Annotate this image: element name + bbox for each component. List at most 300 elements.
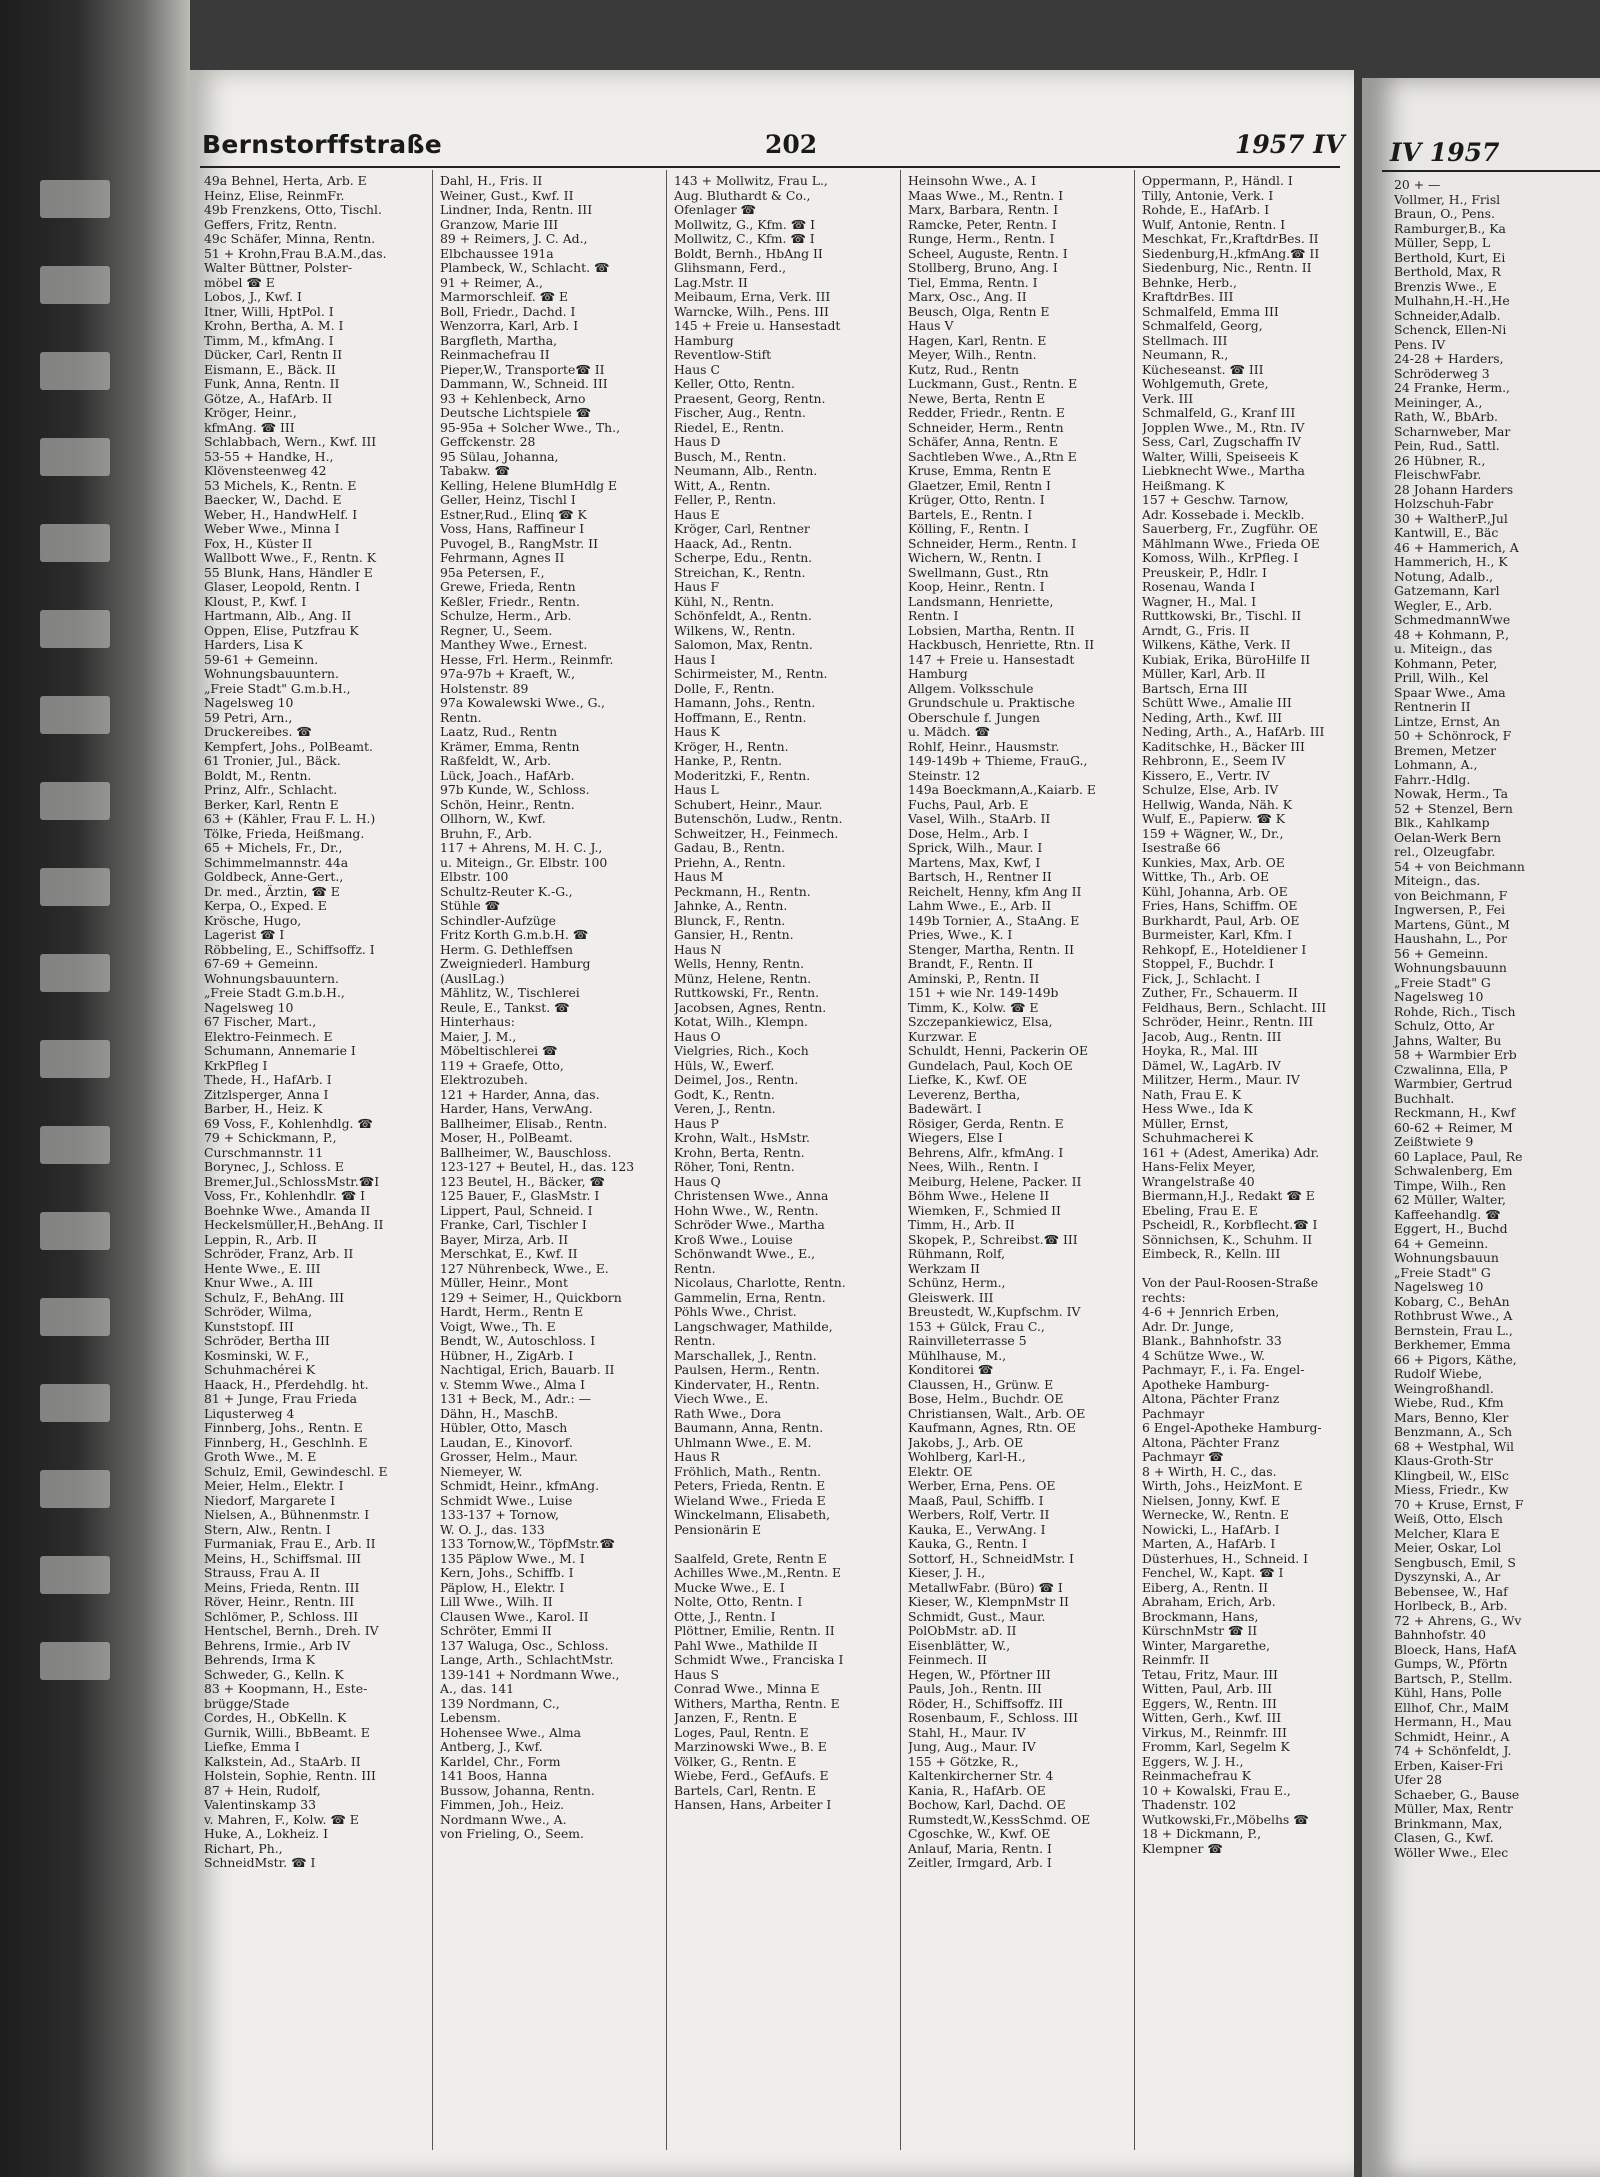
directory-entry-line: Thede, H., HafArb. I <box>204 1072 332 1087</box>
directory-entry-line: Ofenlager ☎ <box>674 202 756 217</box>
directory-column-3 <box>674 174 896 2154</box>
right-page <box>1362 78 1600 2177</box>
directory-entry-line: Deutsche Lichtspiele ☎ <box>440 405 592 420</box>
directory-entry-line: Pensionärin E <box>674 1521 762 1537</box>
directory-entry-line: Christiansen, Walt., Arb. OE <box>908 1405 1086 1421</box>
directory-entry-line: Stenger, Martha, Rentn. II <box>908 941 1074 957</box>
right-header-rule <box>1382 170 1600 172</box>
directory-entry-line: Tabakw. ☎ <box>440 463 510 478</box>
directory-entry-line: Nordmann Wwe., A. <box>440 1811 567 1827</box>
directory-entry-line: Braun, O., Pens. <box>1394 206 1495 221</box>
directory-entry-line: Ufer 28 <box>1394 1772 1442 1787</box>
directory-entry-line: Sönnichsen, K., Schuhm. II <box>1142 1231 1313 1247</box>
directory-entry-line: Wöller Wwe., Elec <box>1394 1844 1509 1860</box>
directory-entry-line: Ramcke, Peter, Rentn. I <box>908 216 1057 232</box>
directory-entry-line: Fahrr.-Hdlg. <box>1394 771 1471 787</box>
directory-entry-line: 87 + Hein, Rudolf, <box>204 1782 321 1798</box>
directory-entry-line: Kühl, Hans, Polle <box>1394 1685 1502 1700</box>
directory-entry-line: Curschmannstr. 11 <box>204 1144 324 1160</box>
directory-entry-line: Witten, Gerh., Kwf. III <box>1142 1710 1282 1725</box>
directory-entry-line: 97a-97b + Kraeft, W., <box>440 666 576 681</box>
directory-entry-line: Kaffeehandlg. ☎ <box>1394 1206 1501 1222</box>
directory-entry-line: Bayer, Mirza, Arb. II <box>440 1231 569 1247</box>
directory-entry-line: Elektr. OE <box>908 1463 973 1479</box>
directory-entry-line: Boehnke Wwe., Amanda II <box>204 1202 371 1218</box>
directory-entry-line: Kobarg, C., BehAn <box>1394 1293 1510 1309</box>
directory-entry-line: Schweder, G., Kelln. K <box>204 1666 344 1682</box>
directory-entry-line: Boldt, M., Rentn. <box>204 767 312 783</box>
directory-entry-line: Maaß, Paul, Schiffb. I <box>908 1492 1044 1508</box>
directory-entry-line: Schulz, F., BehAng. III <box>204 1289 345 1305</box>
directory-column-1 <box>204 174 429 2154</box>
directory-entry-line: Schenck, Ellen-Ni <box>1394 322 1507 337</box>
directory-entry-line: Schirmeister, M., Rentn. <box>674 666 828 681</box>
directory-entry-line: Behrends, Irma K <box>204 1652 315 1667</box>
directory-entry-line: Schmidt, Heinr., A <box>1394 1728 1510 1744</box>
directory-entry-line: Hoffmann, E., Rentn. <box>674 709 807 725</box>
directory-entry-line: Liefke, Emma I <box>204 1739 300 1754</box>
directory-entry-line: Kern, Johs., Schiffb. I <box>440 1565 574 1580</box>
directory-entry-line: 50 + Schönrock, F <box>1394 728 1512 743</box>
directory-entry-line: Schön, Heinr., Rentn. <box>440 796 575 812</box>
directory-entry-line: Kaditschke, H., Bäcker III <box>1142 738 1305 754</box>
directory-entry-line: Eisenblätter, W., <box>908 1637 1011 1653</box>
directory-entry-line: Behrens, Irmie., Arb IV <box>204 1637 351 1653</box>
directory-entry-line: A., das. 141 <box>440 1681 514 1696</box>
directory-entry-line: Wiemken, F., Schmied II <box>908 1202 1061 1218</box>
directory-entry-line: v. Mahren, F., Kolw. ☎ E <box>204 1811 359 1827</box>
directory-entry-line: Altona, Pächter Franz <box>1142 1434 1280 1450</box>
directory-entry-line: 135 Päplow Wwe., M. I <box>440 1550 585 1566</box>
directory-entry-line: Conrad Wwe., Minna E <box>674 1681 820 1696</box>
directory-entry-line: 121 + Harder, Anna, das. <box>440 1086 600 1102</box>
directory-entry-line: Weiner, Gust., Kwf. II <box>440 187 574 203</box>
directory-entry-line: Baecker, W., Dachd. E <box>204 492 342 507</box>
directory-entry-line: Meibaum, Erna, Verk. III <box>674 289 831 304</box>
directory-entry-line: Lebensm. <box>440 1710 501 1725</box>
directory-entry-line: Hamburg <box>674 332 734 348</box>
directory-entry-line: rel., Olzeugfabr. <box>1394 844 1496 859</box>
directory-entry-line: Haus D <box>674 434 721 449</box>
directory-entry-line: Meyer, Wilh., Rentn. <box>908 347 1037 362</box>
directory-entry-line: Walter Büttner, Polster- <box>204 260 353 275</box>
directory-entry-line: Krohn, Bertha, A. M. I <box>204 318 344 333</box>
directory-entry-line: Feller, P., Rentn. <box>674 492 777 507</box>
directory-entry-line: 149-149b + Thieme, FrauG., <box>908 753 1088 768</box>
directory-entry-line: Hagen, Karl, Rentn. E <box>908 332 1047 348</box>
directory-entry-line: Pein, Rud., Sattl. <box>1394 438 1500 453</box>
directory-entry-line: Kotat, Wilh., Klempn. <box>674 1014 808 1029</box>
directory-entry-line: Schwalenberg, Em <box>1394 1163 1513 1178</box>
directory-entry-line: Marzinowski Wwe., B. E <box>674 1739 827 1754</box>
directory-entry-line: 95-95a + Solcher Wwe., Th., <box>440 419 621 435</box>
directory-entry-line: Nicolaus, Charlotte, Rentn. <box>674 1275 846 1290</box>
directory-entry-line: Weber Wwe., Minna I <box>204 521 340 536</box>
directory-entry-line: Schulz, Otto, Ar <box>1394 1018 1495 1033</box>
directory-entry-line: Janzen, F., Rentn. E <box>674 1710 798 1725</box>
directory-entry-line: Müller, Sepp, L <box>1394 235 1491 250</box>
directory-entry-line: Hamburg <box>908 666 968 681</box>
directory-entry-line: Kühl, Johanna, Arb. OE <box>1142 883 1288 899</box>
directory-entry-line: Pieper,W., Transporte☎ II <box>440 361 605 377</box>
directory-entry-line: Marx, Barbara, Rentn. I <box>908 202 1059 217</box>
right-directory-column <box>1394 178 1525 1860</box>
directory-entry-line: Richart, Ph., <box>204 1840 283 1856</box>
directory-entry-line: Haus S <box>674 1666 719 1682</box>
directory-entry-line: Mulhahn,H.-H.,He <box>1394 293 1510 308</box>
directory-entry-line: Tölke, Frieda, Heißmang. <box>204 825 365 841</box>
directory-entry-line: Ballheimer, Elisab., Rentn. <box>440 1115 608 1131</box>
directory-entry-line: Hartmann, Alb., Ang. II <box>204 608 352 623</box>
directory-entry-line: Franke, Carl, Tischler I <box>440 1217 587 1232</box>
directory-entry-line: Sess, Carl, Zugschaffn IV <box>1142 434 1301 449</box>
directory-entry-line: Koop, Heinr., Rentn. I <box>908 579 1045 594</box>
directory-entry-line: Schuhmachérei K <box>204 1362 316 1377</box>
directory-entry-line: 59 Petri, Arn., <box>204 709 293 725</box>
directory-entry-line: Altona, Pächter Franz <box>1142 1391 1280 1406</box>
directory-entry-line: Rath, W., BbArb. <box>1394 409 1499 424</box>
directory-entry-line: Wohlgemuth, Grete, <box>1142 376 1269 391</box>
directory-entry-line: Haus E <box>674 506 720 522</box>
directory-entry-line: Huke, A., Lokheiz. I <box>204 1826 329 1841</box>
directory-entry-line: Lobos, J., Kwf. I <box>204 289 302 304</box>
directory-entry-line: Bochow, Karl, Dachd. OE <box>908 1797 1066 1812</box>
directory-entry-line: Mählmann Wwe., Frieda OE <box>1142 535 1320 551</box>
directory-entry-line: 4 Schütze Wwe., W. <box>1142 1347 1265 1363</box>
directory-entry-line: Ruttkowski, Fr., Rentn. <box>674 985 820 1000</box>
directory-entry-line: Wittke, Th., Arb. OE <box>1142 869 1270 884</box>
directory-entry-line: Krämer, Emma, Rentn <box>440 738 580 754</box>
directory-entry-line: Sauerberg, Fr., Zugführ. OE <box>1142 521 1318 536</box>
directory-entry-line: Elektrozubeh. <box>440 1072 528 1087</box>
directory-entry-line: 123 Beutel, H., Bäcker, ☎ <box>440 1173 605 1189</box>
directory-entry-line: Adr. Kossebade i. Mecklb. <box>1142 506 1305 522</box>
directory-entry-line: Moderitzki, F., Rentn. <box>674 767 811 783</box>
directory-entry-line: Dyszynski, A., Ar <box>1394 1569 1501 1584</box>
directory-entry-line: Szczepankiewicz, Elsa, <box>908 1014 1053 1029</box>
directory-entry-line: Rohde, E., HafArb. I <box>1142 202 1270 217</box>
directory-entry-line: Röbbeling, E., Schiffsoffz. I <box>204 941 375 957</box>
directory-entry-line: Wenzorra, Karl, Arb. I <box>440 318 579 333</box>
directory-entry-line: Kubiak, Erika, BüroHilfe II <box>1142 651 1311 667</box>
directory-entry-line: Zuther, Fr., Schauerm. II <box>1142 985 1298 1000</box>
directory-entry-line: Hackbusch, Henriette, Rtn. II <box>908 637 1095 652</box>
directory-entry-line: Scherpe, Edu., Rentn. <box>674 550 813 565</box>
directory-entry-line: Schönfeldt, A., Rentn. <box>674 608 812 623</box>
directory-entry-line: Antberg, J., Kwf. <box>440 1739 543 1754</box>
directory-entry-line: Reule, E., Tankst. ☎ <box>440 999 570 1015</box>
page-number: 202 <box>765 130 818 159</box>
directory-entry-line: Lohmann, A., <box>1394 757 1478 772</box>
directory-entry-line: Plambeck, W., Schlacht. ☎ <box>440 260 610 275</box>
directory-entry-line: Fröhlich, Math., Rentn. <box>674 1463 822 1479</box>
directory-entry-line: 161 + (Adest, Amerika) Adr. <box>1142 1144 1320 1160</box>
directory-entry-line: Kissero, E., Vertr. IV <box>1142 767 1270 783</box>
directory-entry-line: Horlbeck, B., Arb. <box>1394 1598 1508 1613</box>
directory-entry-line: MetallwFabr. (Büro) ☎ I <box>908 1579 1063 1595</box>
directory-column-5 <box>1142 174 1347 2154</box>
directory-entry-line: Haus V <box>908 318 954 333</box>
directory-entry-line: Riedel, E., Rentn. <box>674 419 785 435</box>
directory-entry-line: Dose, Helm., Arb. I <box>908 825 1029 841</box>
directory-entry-line: Knur Wwe., A. III <box>204 1275 314 1290</box>
directory-entry-line: Brenzis Wwe., E <box>1394 278 1497 294</box>
directory-entry-line: Lill Wwe., Wilh. II <box>440 1594 553 1609</box>
directory-entry-line: Steinstr. 12 <box>908 767 981 783</box>
directory-entry-line: Oelan-Werk Bern <box>1394 829 1502 845</box>
directory-entry-line: 139-141 + Nordmann Wwe., <box>440 1666 620 1682</box>
directory-entry-line: Nowicki, L., HafArb. I <box>1142 1521 1280 1537</box>
directory-entry-line: Schmidt Wwe., Franciska I <box>674 1652 844 1667</box>
directory-entry-line: Krüger, Otto, Rentn. I <box>908 492 1045 507</box>
directory-entry-line: Haus F <box>674 579 720 594</box>
directory-entry-line: Paulsen, Herm., Rentn. <box>674 1362 820 1377</box>
directory-entry-line: Mucke Wwe., E. I <box>674 1579 785 1595</box>
directory-entry-line: Timm, M., kfmAng. I <box>204 332 334 348</box>
directory-entry-line: Dahl, H., Fris. II <box>440 174 543 188</box>
directory-entry-line: Raßfeldt, W., Arb. <box>440 753 552 768</box>
directory-entry-line: KraftdrBes. III <box>1142 289 1234 304</box>
directory-entry-line: Jahns, Walter, Bu <box>1394 1032 1502 1048</box>
directory-entry-line: Anlauf, Maria, Rentn. I <box>908 1840 1052 1856</box>
directory-entry-line: Verk. III <box>1142 390 1194 406</box>
directory-entry-line: Neumann, Alb., Rentn. <box>674 463 818 478</box>
directory-entry-line: Grundschule u. Praktische <box>908 695 1075 710</box>
directory-entry-line: „Freie Stadt" G.m.b.H., <box>204 680 351 696</box>
directory-entry-line: Heckelsmüller,H.,BehAng. II <box>204 1217 384 1232</box>
directory-entry-line: Hansen, Hans, Arbeiter I <box>674 1797 832 1812</box>
directory-entry-line: u. Miteign., Gr. Elbstr. 100 <box>440 854 608 870</box>
directory-entry-line: Jung, Aug., Maur. IV <box>908 1739 1036 1754</box>
directory-entry-line: Scheel, Auguste, Rentn. I <box>908 245 1068 261</box>
directory-entry-line: Vasel, Wilh., StaArb. II <box>908 811 1051 826</box>
directory-entry-line: KrkPfleg I <box>204 1057 268 1073</box>
directory-entry-line: Loges, Paul, Rentn. E <box>674 1724 809 1740</box>
directory-entry-line: Allgem. Volksschule <box>908 680 1034 696</box>
directory-entry-line: Kaufmann, Agnes, Rtn. OE <box>908 1420 1076 1435</box>
directory-entry-line: Dämel, W., LagArb. IV <box>1142 1057 1281 1073</box>
directory-entry-line: Kempfert, Johs., PolBeamt. <box>204 738 373 754</box>
directory-entry-line: Hess Wwe., Ida K <box>1142 1101 1253 1116</box>
directory-entry-line: Swellmann, Gust., Rtn <box>908 564 1049 580</box>
directory-entry-line: Estner,Rud., Elinq ☎ K <box>440 506 587 522</box>
directory-entry-line: Benzmann, A., Sch <box>1394 1424 1513 1439</box>
directory-entry-line: Rentn. <box>674 1260 716 1276</box>
directory-entry-line: 6 Engel-Apotheke Hamburg- <box>1142 1420 1322 1435</box>
directory-entry-line: Pachmayr ☎ <box>1142 1449 1224 1464</box>
directory-entry-line: Timm, H., Arb. II <box>908 1217 1015 1232</box>
directory-entry-line: (AuslLag.) <box>440 970 505 986</box>
directory-entry-line: Dücker, Carl, Rentn II <box>204 347 343 362</box>
directory-entry-line: Withers, Martha, Rentn. E <box>674 1695 840 1711</box>
directory-entry-line: von Frieling, O., Seem. <box>440 1826 584 1841</box>
directory-entry-line: Röder, H., Schiffsoffz. III <box>908 1695 1063 1711</box>
directory-entry-line: Voss, Hans, Raffineur I <box>440 521 585 536</box>
directory-entry-line: 79 + Schickmann, P., <box>204 1130 337 1145</box>
directory-entry-line: Biermann,H.J., Redakt ☎ E <box>1142 1188 1315 1203</box>
directory-entry-line: Sottorf, H., SchneidMstr. I <box>908 1550 1074 1566</box>
directory-entry-line: 67-69 + Gemeinn. <box>204 956 319 971</box>
directory-entry-line: Haus O <box>674 1028 721 1044</box>
directory-entry-line: Luckmann, Gust., Rentn. E <box>908 376 1078 391</box>
directory-entry-line: Weingroßhandl. <box>1394 1380 1494 1396</box>
directory-entry-line: Hesse, Frl. Herm., Reinmfr. <box>440 651 614 667</box>
directory-entry-line: Meier, Oskar, Lol <box>1394 1540 1502 1555</box>
directory-entry-line: Eimbeck, R., Kelln. III <box>1142 1246 1281 1261</box>
directory-entry-line: Bloeck, Hans, HafA <box>1394 1641 1517 1657</box>
directory-entry-line: Hüls, W., Ewerf. <box>674 1057 775 1073</box>
directory-entry-line: Winckelmann, Elisabeth, <box>674 1507 831 1522</box>
directory-entry-line: Krösche, Hugo, <box>204 912 302 928</box>
directory-entry-line: Kalkstein, Ad., StaArb. II <box>204 1753 361 1769</box>
column-divider <box>432 170 433 2150</box>
directory-entry-line: Dammann, W., Schneid. III <box>440 376 608 391</box>
directory-entry-line: Laatz, Rud., Rentn <box>440 724 558 739</box>
directory-entry-line: Schütt Wwe., Amalie III <box>1142 695 1292 710</box>
directory-entry-line: u. Mädch. ☎ <box>908 724 991 739</box>
directory-entry-line: Eismann, E., Bäck. II <box>204 361 336 377</box>
directory-entry-line: Gurnik, Willi., BbBeamt. E <box>204 1724 370 1740</box>
directory-entry-line: 143 + Mollwitz, Frau L., <box>674 174 828 188</box>
directory-entry-line: 53 Michels, K., Rentn. E <box>204 477 357 493</box>
directory-entry-line: Haus I <box>674 651 716 667</box>
directory-entry-line: Rath Wwe., Dora <box>674 1405 782 1421</box>
directory-entry-line: Rudolf Wiebe, <box>1394 1366 1483 1381</box>
directory-entry-line: Bartsch, Erna III <box>1142 680 1248 696</box>
directory-entry-line <box>1142 1262 1347 1277</box>
directory-entry-line: Adr. Dr. Junge, <box>1142 1318 1234 1334</box>
directory-entry-line: Ingwersen, P., Fei <box>1394 902 1506 917</box>
directory-entry-line: Rothbrust Wwe., A <box>1394 1308 1513 1323</box>
directory-entry-line: 117 + Ahrens, M. H. C. J., <box>440 840 603 855</box>
directory-entry-line: von Beichmann, F <box>1394 887 1508 903</box>
directory-entry-line: Hentschel, Bernh., Dreh. IV <box>204 1623 379 1638</box>
directory-entry-line: 24 Franke, Herm., <box>1394 380 1510 395</box>
directory-entry-line: Bartels, E., Rentn. I <box>908 506 1033 522</box>
directory-entry-line: Geller, Heinz, Tischl I <box>440 492 576 507</box>
directory-entry-line: 145 + Freie u. Hansestadt <box>674 318 841 333</box>
directory-entry-line: Voss, Fr., Kohlenhdlr. ☎ I <box>204 1188 366 1203</box>
directory-entry-line: Boldt, Bernh., HbAng II <box>674 245 823 261</box>
directory-entry-line: Kohmann, Peter, <box>1394 655 1498 671</box>
directory-entry-line: 49c Schäfer, Minna, Rentn. <box>204 231 376 246</box>
directory-entry-line: Stern, Alw., Rentn. I <box>204 1521 331 1537</box>
directory-entry-line: Schröter, Emmi II <box>440 1623 552 1638</box>
directory-entry-line: 131 + Beck, M., Adr.: — <box>440 1391 592 1406</box>
directory-entry-line: Boll, Friedr., Dachd. I <box>440 303 576 319</box>
directory-entry-line: Aminski, P., Rentn. II <box>908 970 1040 986</box>
directory-entry-line: Hegen, W., Pförtner III <box>908 1666 1051 1682</box>
directory-entry-line: Stühle ☎ <box>440 898 501 913</box>
directory-entry-line: Mars, Benno, Kler <box>1394 1409 1509 1425</box>
directory-entry-line: Erben, Kaiser-Fri <box>1394 1757 1503 1773</box>
directory-entry-line: Strauss, Frau A. II <box>204 1565 320 1580</box>
directory-entry-line: Butenschön, Ludw., Rentn. <box>674 811 843 826</box>
directory-entry-line: Haus P <box>674 1115 719 1131</box>
directory-entry-line: Schmalfeld, G., Kranf III <box>1142 405 1296 420</box>
right-page-header: IV 1957 <box>1390 138 1500 167</box>
directory-entry-line: Haushahn, L., Por <box>1394 931 1507 946</box>
directory-entry-line: Hübner, H., ZigArb. I <box>440 1347 574 1363</box>
directory-entry-line: Hanke, P., Rentn. <box>674 753 783 768</box>
directory-entry-line: 60-62 + Reimer, M <box>1394 1119 1513 1135</box>
directory-entry-line: Geffckenstr. 28 <box>440 434 536 449</box>
directory-entry-line: Bose, Helm., Buchdr. OE <box>908 1391 1064 1406</box>
directory-entry-line: Herm. G. Dethleffsen <box>440 941 574 957</box>
directory-entry-line: Meins, Frieda, Rentn. III <box>204 1579 360 1595</box>
directory-entry-line: Czwalinna, Ella, P <box>1394 1061 1508 1077</box>
directory-entry-line: „Freie Stadt" G <box>1394 974 1491 990</box>
directory-entry-line: 66 + Pigors, Käthe, <box>1394 1351 1517 1367</box>
directory-entry-line: Kröger, Heinr., <box>204 405 297 420</box>
directory-entry-line: Clasen, G., Kwf. <box>1394 1830 1494 1845</box>
directory-entry-line: Pachmayr <box>1142 1405 1205 1421</box>
directory-entry-line: Ruttkowski, Br., Tischl. II <box>1142 608 1302 623</box>
directory-entry-line: Scharnweber, Mar <box>1394 423 1511 439</box>
directory-entry-line: Kröger, H., Rentn. <box>674 738 789 754</box>
directory-entry-line: 153 + Gülck, Frau C., <box>908 1318 1045 1334</box>
directory-entry-line: 95a Petersen, F., <box>440 564 545 580</box>
directory-entry-line: 119 + Graefe, Otto, <box>440 1057 564 1073</box>
directory-entry-line: Spaar Wwe., Ama <box>1394 684 1506 700</box>
directory-entry-line: Kroß Wwe., Louise <box>674 1231 793 1247</box>
directory-entry-line: Kunststopf. III <box>204 1318 294 1334</box>
directory-entry-line: Karldel, Chr., Form <box>440 1753 561 1769</box>
directory-entry-line: Sengbusch, Emil, S <box>1394 1554 1516 1570</box>
directory-entry-line: Rohde, Rich., Tisch <box>1394 1003 1516 1019</box>
directory-entry-line: Reventlow-Stift <box>674 347 772 362</box>
directory-entry-line: Hermann, H., Mau <box>1394 1714 1512 1729</box>
directory-entry-line: Nagelsweg 10 <box>204 695 294 710</box>
directory-entry-line: Holzschuh-Fabr <box>1394 496 1494 511</box>
directory-entry-line: Nielsen, Jonny, Kwf. E <box>1142 1492 1281 1508</box>
directory-entry-line: Siedenburg,H.,kfmAng.☎ II <box>1142 245 1320 261</box>
directory-entry-line: SchmedmannWwe <box>1394 612 1511 627</box>
directory-entry-line: Lippert, Paul, Schneid. I <box>440 1202 593 1218</box>
directory-entry-line: 49b Frenzkens, Otto, Tischl. <box>204 202 382 217</box>
directory-entry-line: 4-6 + Jennrich Erben, <box>1142 1304 1280 1319</box>
directory-entry-line: Jopplen Wwe., M., Rtn. IV <box>1142 419 1305 435</box>
directory-entry-line: Schmalfeld, Georg, <box>1142 318 1263 333</box>
directory-entry-line: Redder, Friedr., Rentn. E <box>908 405 1065 420</box>
directory-entry-line: Uhlmann Wwe., E. M. <box>674 1434 812 1450</box>
directory-entry-line: SchneidMstr. ☎ I <box>204 1855 316 1870</box>
directory-entry-line: Schneider, Herm., Rentn. I <box>908 535 1077 551</box>
directory-entry-line: Nielsen, A., Bühnenmstr. I <box>204 1507 370 1522</box>
directory-entry-line: Müller, Heinr., Mont <box>440 1275 568 1290</box>
directory-entry-line: Leverenz, Bertha, <box>908 1086 1021 1102</box>
directory-entry-line: Brinkmann, Max, <box>1394 1815 1503 1831</box>
directory-entry-line: Martens, Max, Kwf, I <box>908 854 1041 870</box>
directory-entry-line: Tilly, Antonie, Verk. I <box>1142 187 1274 203</box>
directory-entry-line: Wohnungsbauuntern. <box>204 666 339 681</box>
directory-entry-line: Salomon, Max, Rentn. <box>674 637 813 652</box>
directory-entry-line: Wiegers, Else I <box>908 1130 1003 1145</box>
directory-entry-line: Liebknecht Wwe., Martha <box>1142 463 1305 478</box>
directory-entry-line: 127 Nührenbeck, Wwe., E. <box>440 1260 609 1276</box>
directory-entry-line: Rentn. <box>440 709 482 725</box>
directory-entry-line: Gleiswerk. III <box>908 1289 994 1305</box>
directory-entry-line: Beusch, Olga, Rentn E <box>908 303 1050 319</box>
directory-entry-line: Böhm Wwe., Helene II <box>908 1188 1050 1203</box>
directory-entry-line: Klövensteenweg 42 <box>204 463 327 478</box>
directory-entry-line: Reinmfr. II <box>1142 1652 1210 1667</box>
directory-entry-line: KürschnMstr ☎ II <box>1142 1623 1258 1638</box>
directory-entry-line: 54 + von Beichmann <box>1394 858 1525 874</box>
directory-entry-line: Ebeling, Frau E. E <box>1142 1202 1258 1218</box>
directory-entry-line: Dolle, F., Rentn. <box>674 680 775 696</box>
directory-entry-line: Päplow, H., Elektr. I <box>440 1579 565 1595</box>
